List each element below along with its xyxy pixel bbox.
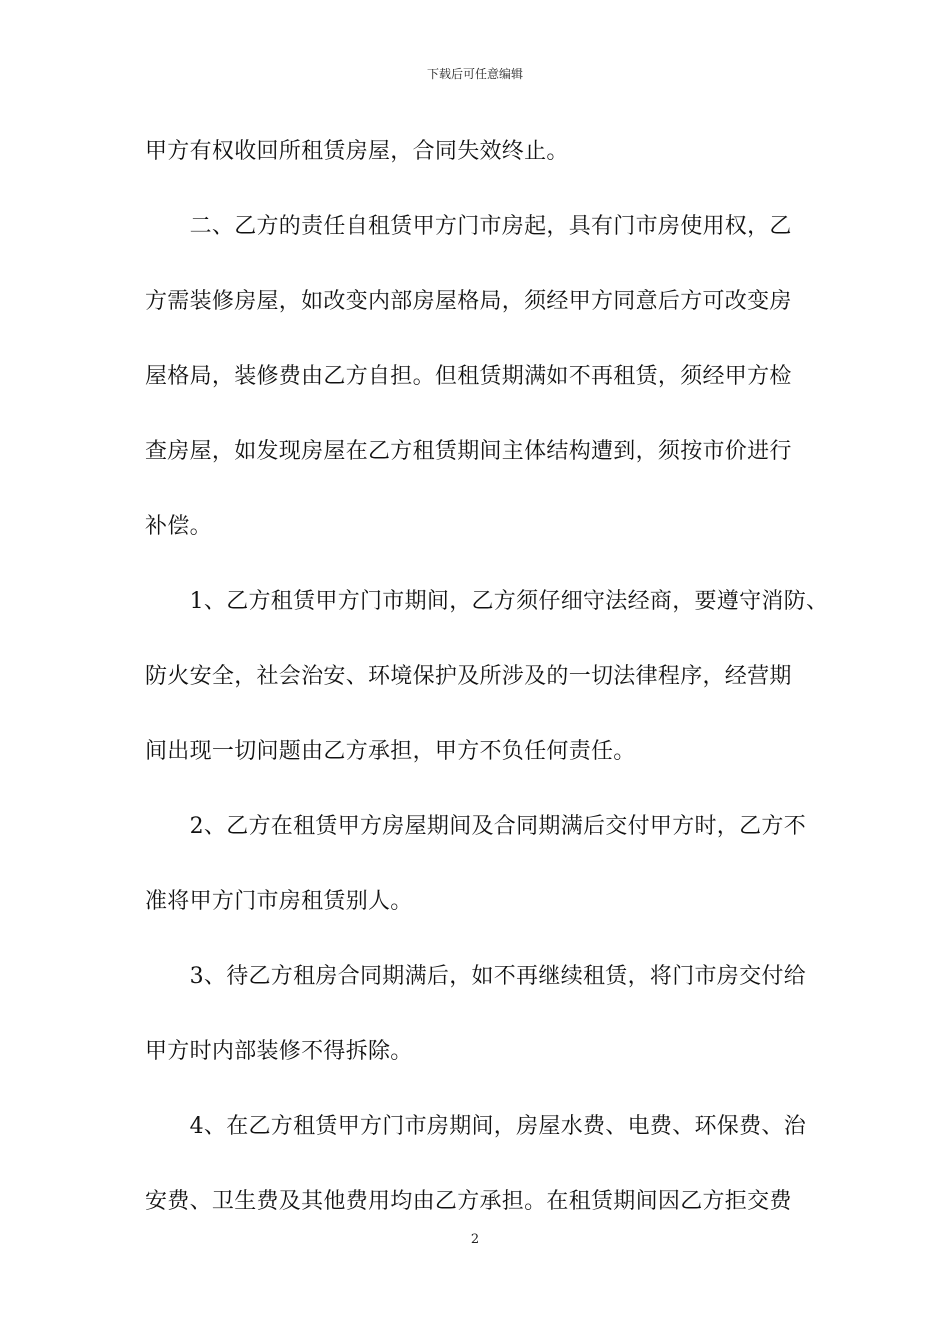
text-line: 准将甲方门市房租赁别人。	[145, 889, 413, 914]
text-line: 安费、卫生费及其他费用均由乙方承担。在租赁期间因乙方拒交费	[145, 1189, 792, 1214]
text-line: 3、待乙方租房合同期满后，如不再继续租赁，将门市房交付给	[145, 964, 806, 989]
text-line: 甲方有权收回所租赁房屋，合同失效终止。	[145, 139, 569, 164]
text-line: 2、乙方在租赁甲方房屋期间及合同期满后交付甲方时，乙方不	[145, 814, 806, 839]
text-line: 防火安全，社会治安、环境保护及所涉及的一切法律程序，经营期	[145, 664, 792, 689]
text-line: 甲方时内部装修不得拆除。	[145, 1039, 413, 1064]
text-line: 补偿。	[145, 514, 212, 539]
text-line: 二、乙方的责任自租赁甲方门市房起，具有门市房使用权，乙	[145, 214, 792, 239]
text-line: 查房屋，如发现房屋在乙方租赁期间主体结构遭到，须按市价进行	[145, 439, 792, 464]
text-line: 屋格局，装修费由乙方自担。但租赁期满如不再租赁，须经甲方检	[145, 364, 792, 389]
text-line: 间出现一切问题由乙方承担，甲方不负任何责任。	[145, 739, 636, 764]
text-line: 方需装修房屋，如改变内部房屋格局，须经甲方同意后方可改变房	[145, 289, 792, 314]
document-body	[145, 130, 829, 1255]
text-line: 4、在乙方租赁甲方门市房期间，房屋水费、电费、环保费、治	[145, 1114, 806, 1139]
page-header: 下载后可任意编辑	[426, 67, 523, 81]
text-line: 1、乙方租赁甲方门市期间，乙方须仔细守法经商，要遵守消防、	[145, 589, 829, 614]
page-number: 2	[470, 1232, 480, 1247]
